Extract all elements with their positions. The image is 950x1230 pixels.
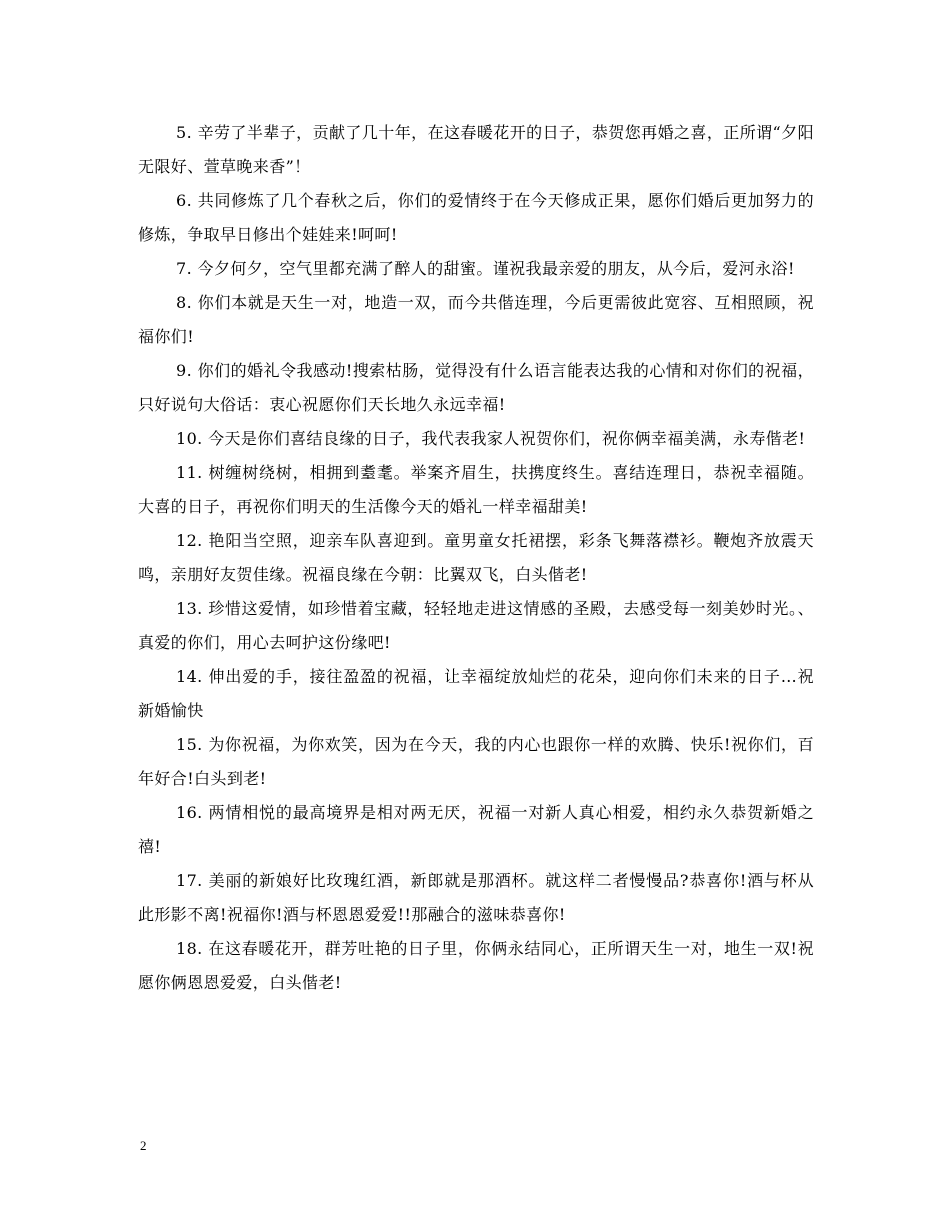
paragraph-16: 16. 两情相悦的最高境界是相对两无厌，祝福一对新人真心相爱，相约永久恭贺新婚之禧!: [138, 803, 814, 856]
paragraph-13: 13. 珍惜这爱情，如珍惜着宝藏，轻轻地走进这情感的圣殿，去感受每一刻美妙时光。、真爱的你们，用心去呵护这份缘吧!: [138, 599, 814, 652]
paragraph-17: 17. 美丽的新娘好比玫瑰红酒，新郎就是那酒杯。就这样二者慢慢品?恭喜你!酒与杯从此形影不离!祝福你!酒与杯恩恩爱爱!!那融合的滋味恭喜你!: [138, 871, 814, 924]
paragraph-15: 15. 为你祝福，为你欢笑，因为在今天，我的内心也跟你一样的欢腾、快乐!祝你们，百年好合!白头到老!: [138, 735, 814, 788]
paragraph-5: 5. 辛劳了半辈子，贡献了几十年，在这春暖花开的日子，恭贺您再婚之喜，正所谓“夕阳无限好、萱草晚来香”！: [138, 123, 814, 176]
paragraph-8: 8. 你们本就是天生一对，地造一双，而今共偕连理，今后更需彼此宽容、互相照顾，祝福你们!: [138, 293, 814, 346]
paragraph-6: 6. 共同修炼了几个春秋之后，你们的爱情终于在今天修成正果，愿你们婚后更加努力的修炼，争取早日修出个娃娃来!呵呵!: [138, 191, 814, 244]
paragraph-9: 9. 你们的婚礼令我感动!搜索枯肠，觉得没有什么语言能表达我的心情和对你们的祝福，只好说句大俗话：衷心祝愿你们天长地久永远幸福!: [138, 361, 814, 414]
paragraph-11: 11. 树缠树绕树，相拥到耋耄。举案齐眉生，扶携度终生。喜结连理日，恭祝幸福随。大喜的日子，再祝你们明天的生活像今天的婚礼一样幸福甜美!: [138, 463, 814, 516]
page-number: 2: [140, 1138, 147, 1153]
document-body: [138, 116, 814, 1000]
paragraph-7: 7. 今夕何夕，空气里都充满了醉人的甜蜜。谨祝我最亲爱的朋友，从今后，爱河永浴!: [176, 259, 795, 278]
paragraph-18: 18. 在这春暖花开，群芳吐艳的日子里，你俩永结同心，正所谓天生一对，地生一双!祝愿你俩恩恩爱爱，白头偕老!: [138, 939, 814, 992]
paragraph-14: 14. 伸出爱的手，接往盈盈的祝福，让幸福绽放灿烂的花朵，迎向你们未来的日子…祝新婚愉快: [138, 667, 814, 720]
paragraph-10: 10. 今天是你们喜结良缘的日子，我代表我家人祝贺你们，祝你俩幸福美满，永寿偕老!: [176, 429, 806, 448]
paragraph-12: 12. 艳阳当空照，迎亲车队喜迎到。童男童女托裙摆，彩条飞舞落襟衫。鞭炮齐放震天鸣，亲朋好友贺佳缘。祝福良缘在今朝：比翼双飞，白头偕老!: [138, 531, 814, 584]
